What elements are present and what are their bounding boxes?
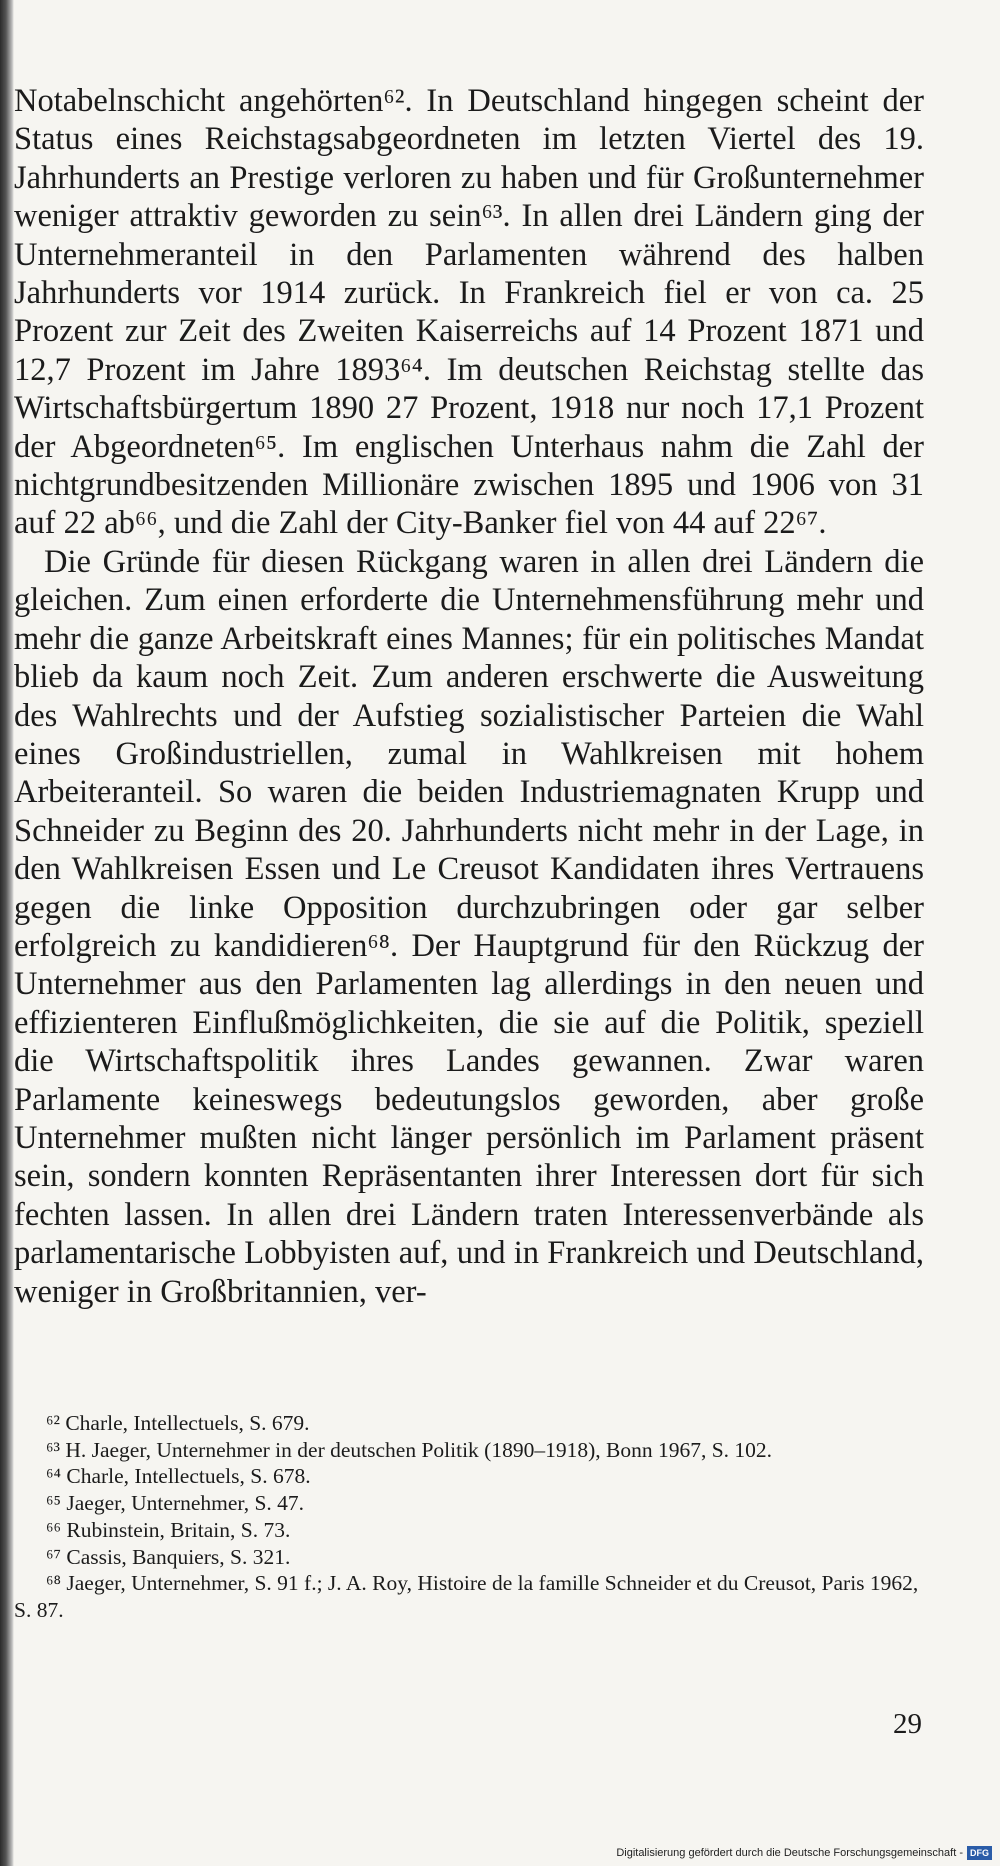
funding-note-text: Digitalisierung gefördert durch die Deutsche Forschungsgemeinschaft - <box>616 1847 963 1859</box>
paragraph-1: Notabelnschicht angehörten⁶². In Deutschland hingegen scheint der Status eines Reichstagsabgeordneten im letzten Viertel des 19. Jahrhunderts an Prestige verloren zu haben und für Großunternehmer weniger attraktiv geworden zu sein⁶³. In allen drei Ländern ging der Unternehmeranteil in den Parlamenten während des halben Jahrhunderts vor 1914 zurück. In Frankreich fiel er von ca. 25 Prozent zur Zeit des Zweiten Kaiserreichs auf 14 Prozent 1871 und 12,7 Prozent im Jahre 1893⁶⁴. Im deutschen Reichstag stellte das Wirtschaftsbürgertum 1890 27 Prozent, 1918 nur noch 17,1 Prozent der Abgeordneten⁶⁵. Im englischen Unterhaus nahm die Zahl der nichtgrundbesitzenden Millionäre zwischen 1895 und 1906 von 31 auf 22 ab⁶⁶, und die Zahl der City-Banker fiel von 44 auf 22⁶⁷. <box>14 83 924 542</box>
funding-note <box>616 1846 992 1860</box>
footnotes <box>14 1410 924 1624</box>
footnote-63: ⁶³ H. Jaeger, Unternehmer in der deutschen Politik (1890–1918), Bonn 1967, S. 102. <box>46 1437 773 1462</box>
footnote-67: ⁶⁷ Cassis, Banquiers, S. 321. <box>46 1544 291 1569</box>
main-text <box>14 82 924 1311</box>
footnote-64: ⁶⁴ Charle, Intellectuels, S. 678. <box>46 1464 311 1489</box>
footnote-66: ⁶⁶ Rubinstein, Britain, S. 73. <box>46 1517 291 1542</box>
page-number: 29 <box>893 1708 922 1740</box>
footnote-65: ⁶⁵ Jaeger, Unternehmer, S. 47. <box>46 1491 305 1516</box>
footnote-62: ⁶² Charle, Intellectuels, S. 679. <box>46 1411 310 1435</box>
dfg-logo-icon: DFG <box>967 1846 992 1860</box>
footnote-68: ⁶⁸ Jaeger, Unternehmer, S. 91 f.; J. A. Roy, Histoire de la famille Schneider et du Creusot, Paris 1962, S. 87. <box>14 1571 919 1622</box>
paragraph-2: Die Gründe für diesen Rückgang waren in allen drei Ländern die gleichen. Zum einen erforderte die Unternehmensführung mehr und mehr die ganze Arbeitskraft eines Mannes; für ein politisches Mandat blieb da kaum noch Zeit. Zum anderen erschwerte die Ausweitung des Wahlrechts und der Aufstieg sozialistischer Parteien die Wahl eines Großindustriellen, zumal in Wahlkreisen mit hohem Arbeiteranteil. So waren die beiden Industriemagnaten Krupp und Schneider zu Beginn des 20. Jahrhunderts nicht mehr in der Lage, in den Wahlkreisen Essen und Le Creusot Kandidaten ihres Vertrauens gegen die linke Opposition durchzubringen oder gar selber erfolgreich zu kandidieren⁶⁸. Der Hauptgrund für den Rückzug der Unternehmer aus den Parlamenten lag allerdings in den neuen und effizienteren Einflußmöglichkeiten, die sie auf die Politik, speziell die Wirtschaftspolitik ihres Landes gewannen. Zwar waren Parlamente keineswegs bedeutungslos geworden, aber große Unternehmer mußten nicht länger persönlich im Parlament präsent sein, sondern konnten Repräsentanten ihrer Interessen dort für sich fechten lassen. In allen drei Ländern traten Interessenverbände als parlamentarische Lobbyisten auf, und in Frankreich und Deutschland, weniger in Großbritannien, ver- <box>14 543 924 1310</box>
page-edge-shadow <box>0 0 14 1866</box>
